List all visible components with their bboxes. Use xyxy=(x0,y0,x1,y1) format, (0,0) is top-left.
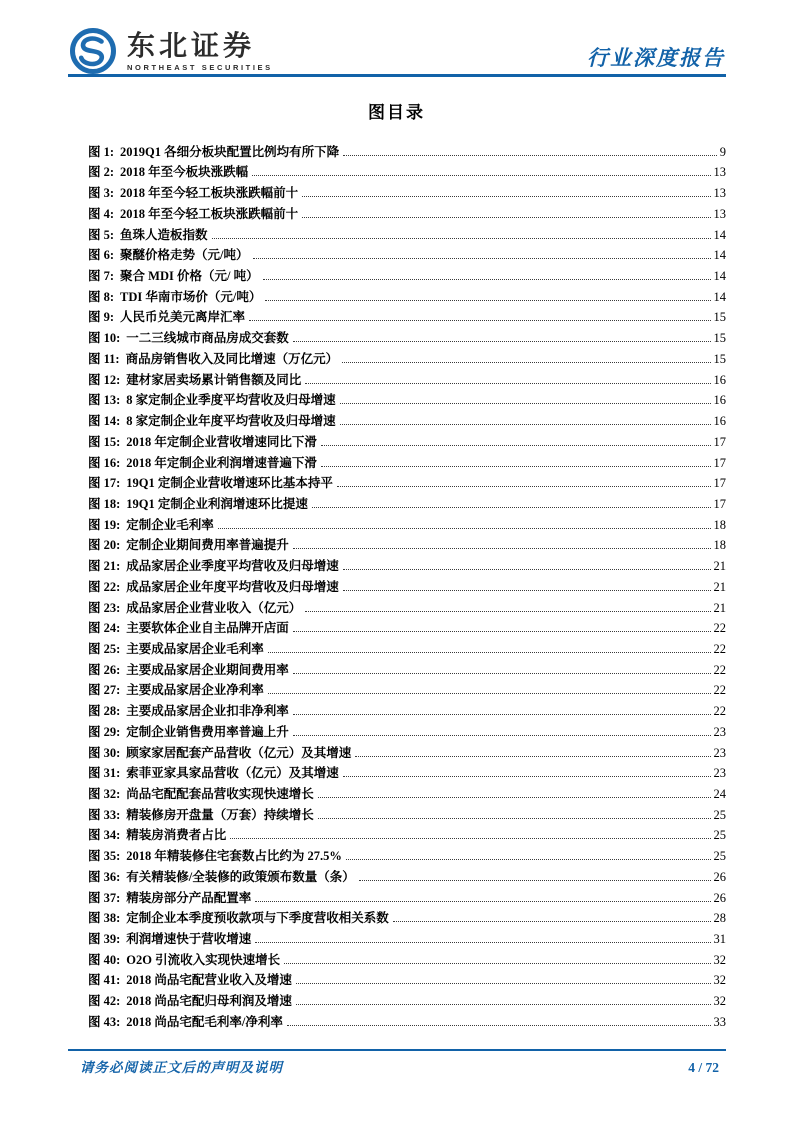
toc-entry[interactable] xyxy=(88,1009,726,1030)
toc-entry-title: 定制企业销售费用率普遍上升 xyxy=(126,724,289,739)
toc-entry-title: 2018 尚品宅配归母利润及增速 xyxy=(126,994,292,1009)
toc-entry-title: 顾家家居配套产品营收（亿元）及其增速 xyxy=(126,745,352,760)
toc-entry-label: 图 20: xyxy=(88,538,121,553)
toc-entry[interactable] xyxy=(88,284,726,305)
toc-dot-leader xyxy=(255,942,710,943)
toc-entry-title: 8 家定制企业年度平均营收及归母增速 xyxy=(126,414,336,429)
toc-entry[interactable] xyxy=(88,968,726,989)
toc-entry-title: 尚品宅配配套品营收实现快速增长 xyxy=(126,787,314,801)
toc-entry-page-number: 16 xyxy=(713,372,726,387)
toc-dot-leader xyxy=(318,818,711,819)
toc-entry-page-number: 21 xyxy=(713,579,726,594)
footer-disclaimer: 请务必阅读正文后的声明及说明 xyxy=(80,1060,283,1075)
toc-entry-title: 聚醚价格走势（元/吨） xyxy=(120,248,249,263)
toc-entry[interactable] xyxy=(88,781,726,802)
toc-entry-title: 2018 年至今轻工板块涨跌幅前十 xyxy=(120,206,299,221)
toc-entry[interactable] xyxy=(88,947,726,968)
toc-dot-leader xyxy=(268,693,711,694)
toc-entry-label: 图 33: xyxy=(88,807,121,822)
toc-entry-label: 图 22: xyxy=(88,579,121,594)
toc-dot-leader xyxy=(321,445,711,446)
toc-entry-title: 精装房消费者占比 xyxy=(126,828,227,843)
toc-dot-leader xyxy=(393,921,711,922)
brand-name-en: NORTHEAST SECURITIES xyxy=(127,62,273,72)
toc-entry-title: 8 家定制企业季度平均营收及归母增速 xyxy=(126,393,336,408)
page-title: 图目录 xyxy=(368,103,425,122)
toc-entry-title: 2019Q1 各细分板块配置比例均有所下降 xyxy=(120,144,340,159)
toc-entry-label: 图 31: xyxy=(88,766,121,781)
toc-entry[interactable] xyxy=(88,491,726,512)
toc-dot-leader xyxy=(293,631,711,632)
toc-entry-title: 成品家居企业年度平均营收及归母增速 xyxy=(126,579,339,594)
toc-entry-page-number: 14 xyxy=(713,227,726,242)
toc-entry-label: 图 32: xyxy=(88,787,121,801)
toc-entry-title: 2018 年精装修住宅套数占比约为 27.5% xyxy=(126,849,342,864)
toc-entry-page-number: 13 xyxy=(713,165,726,180)
toc-entry-page-number: 23 xyxy=(713,724,726,739)
toc-dot-leader xyxy=(253,258,711,259)
toc-entry[interactable] xyxy=(88,180,726,201)
toc-dot-leader xyxy=(359,880,711,881)
toc-entry-label: 图 40: xyxy=(88,952,121,967)
toc-entry[interactable] xyxy=(88,740,726,761)
toc-dot-leader xyxy=(212,238,711,239)
toc-entry-page-number: 16 xyxy=(713,414,726,429)
toc-entry-label: 图 6: xyxy=(88,248,115,263)
toc-entry-page-number: 18 xyxy=(713,538,726,553)
toc-entry-label: 图 17: xyxy=(88,476,121,491)
toc-entry-label: 图 26: xyxy=(88,662,121,677)
toc-entry-label: 图 7: xyxy=(88,269,115,284)
toc-entry-title: O2O 引流收入实现快速增长 xyxy=(126,952,281,967)
toc-entry[interactable] xyxy=(88,325,726,346)
toc-entry[interactable] xyxy=(88,657,726,678)
toc-entry-title: 索菲亚家具家品营收（亿元）及其增速 xyxy=(126,766,339,781)
toc-entry-label: 图 30: xyxy=(88,745,121,760)
toc-entry-title: 定制企业期间费用率普遍提升 xyxy=(126,538,289,553)
toc-entry[interactable] xyxy=(88,988,726,1009)
toc-entry-title: 利润增速快于营收增速 xyxy=(126,932,252,947)
toc-entry-page-number: 15 xyxy=(713,310,726,325)
toc-entry[interactable] xyxy=(88,471,726,492)
toc-entry-page-number: 15 xyxy=(713,331,726,346)
toc-entry-page-number: 13 xyxy=(713,206,726,221)
toc-entry[interactable] xyxy=(88,595,726,616)
footer-page-number: 4 / 72 xyxy=(688,1060,719,1075)
toc-entry-label: 图 11: xyxy=(88,351,120,366)
toc-entry-label: 图 12: xyxy=(88,372,121,387)
toc-entry-page-number: 21 xyxy=(713,559,726,574)
toc-entry[interactable] xyxy=(88,139,726,160)
toc-entry-page-number: 13 xyxy=(713,186,726,201)
toc-entry-page-number: 17 xyxy=(713,496,726,511)
toc-dot-leader xyxy=(343,776,711,777)
toc-entry[interactable] xyxy=(88,346,726,367)
toc-entry[interactable] xyxy=(88,305,726,326)
toc-entry-label: 图 13: xyxy=(88,393,121,408)
toc-entry-page-number: 14 xyxy=(713,248,726,263)
toc-dot-leader xyxy=(296,1004,711,1005)
toc-entry-label: 图 1: xyxy=(88,144,115,159)
toc-entry[interactable] xyxy=(88,429,726,450)
toc-entry-title: 聚合 MDI 价格（元/ 吨） xyxy=(120,269,259,284)
toc-entry-title: 主要成品家居企业净利率 xyxy=(126,683,264,698)
toc-entry-label: 图 42: xyxy=(88,994,121,1009)
toc-entry-title: 鱼珠人造板指数 xyxy=(120,227,208,242)
toc-entry-page-number: 26 xyxy=(713,890,726,905)
toc-dot-leader xyxy=(305,611,710,612)
toc-dot-leader xyxy=(302,196,710,197)
toc-entry-label: 图 39: xyxy=(88,932,121,947)
toc-entry-page-number: 23 xyxy=(713,745,726,760)
toc-entry-page-number: 33 xyxy=(713,1014,726,1029)
toc-entry-title: 人民币兑美元离岸汇率 xyxy=(120,310,246,325)
toc-dot-leader xyxy=(337,486,711,487)
header-divider xyxy=(68,74,726,77)
toc-entry[interactable] xyxy=(88,823,726,844)
toc-dot-leader xyxy=(342,362,710,363)
toc-dot-leader xyxy=(293,673,711,674)
toc-dot-leader xyxy=(318,797,711,798)
toc-entry-label: 图 9: xyxy=(88,310,115,325)
toc-entry[interactable] xyxy=(88,864,726,885)
toc-entry-title: 定制企业本季度预收款项与下季度营收相关系数 xyxy=(126,911,389,926)
toc-entry-label: 图 10: xyxy=(88,331,121,346)
toc-entry[interactable] xyxy=(88,222,726,243)
toc-dot-leader xyxy=(293,548,711,549)
footer-divider xyxy=(68,1049,726,1051)
toc-entry-label: 图 4: xyxy=(88,206,115,221)
toc-entry-label: 图 16: xyxy=(88,455,121,470)
toc-entry-page-number: 25 xyxy=(713,828,726,843)
toc-entry-page-number: 22 xyxy=(713,704,726,719)
toc-entry-label: 图 24: xyxy=(88,621,121,636)
toc-entry-page-number: 32 xyxy=(713,994,726,1009)
toc-entry-label: 图 19: xyxy=(88,517,121,532)
toc-entry-title: TDI 华南市场价（元/吨） xyxy=(120,289,262,304)
toc-entry-title: 主要软体企业自主品牌开店面 xyxy=(126,621,289,636)
toc-entry-page-number: 22 xyxy=(713,662,726,677)
toc-entry-title: 2018 年至今轻工板块涨跌幅前十 xyxy=(120,186,299,201)
toc-dot-leader xyxy=(265,300,710,301)
toc-dot-leader xyxy=(312,507,711,508)
toc-entry[interactable] xyxy=(88,574,726,595)
toc-entry-title: 2018 年定制企业利润增速普遍下滑 xyxy=(126,455,317,470)
toc-entry-label: 图 37: xyxy=(88,890,121,905)
toc-entry-label: 图 3: xyxy=(88,186,115,201)
toc-entry-page-number: 31 xyxy=(713,932,726,947)
toc-entry-label: 图 43: xyxy=(88,1014,121,1029)
toc-dot-leader xyxy=(284,963,710,964)
toc-entry[interactable] xyxy=(88,450,726,471)
toc-entry[interactable] xyxy=(88,263,726,284)
toc-entry-label: 图 2: xyxy=(88,165,115,180)
toc-dot-leader xyxy=(268,652,711,653)
toc-dot-leader xyxy=(340,424,711,425)
northeast-securities-logo-icon xyxy=(68,26,118,76)
toc-entry-page-number: 22 xyxy=(713,621,726,636)
toc-dot-leader xyxy=(343,155,717,156)
toc-entry-page-number: 17 xyxy=(713,434,726,449)
toc-entry[interactable] xyxy=(88,636,726,657)
toc-entry-title: 建材家居卖场累计销售额及同比 xyxy=(126,372,302,387)
toc-entry-page-number: 18 xyxy=(713,517,726,532)
toc-dot-leader xyxy=(340,403,711,404)
toc-entry-title: 一二三线城市商品房成交套数 xyxy=(126,331,289,346)
toc-dot-leader xyxy=(249,320,710,321)
brand-name-cn: 东北证券 xyxy=(127,29,256,61)
toc-entry-title: 精装修房开盘量（万套）持续增长 xyxy=(126,807,314,822)
toc-entry[interactable] xyxy=(88,243,726,264)
toc-dot-leader xyxy=(252,175,710,176)
toc-entry-page-number: 21 xyxy=(713,600,726,615)
toc-entry-title: 2018 尚品宅配毛利率/净利率 xyxy=(126,1014,283,1029)
toc-entry-page-number: 14 xyxy=(713,269,726,284)
toc-entry-label: 图 28: xyxy=(88,704,121,719)
toc-entry-title: 精装房部分产品配置率 xyxy=(126,890,252,905)
figure-toc-list xyxy=(88,139,726,1030)
toc-entry-page-number: 14 xyxy=(713,289,726,304)
toc-entry[interactable] xyxy=(88,408,726,429)
toc-entry-title: 主要成品家居企业扣非净利率 xyxy=(126,704,289,719)
toc-entry-page-number: 22 xyxy=(713,683,726,698)
toc-entry-label: 图 38: xyxy=(88,911,121,926)
toc-entry-label: 图 35: xyxy=(88,849,121,864)
toc-entry[interactable] xyxy=(88,160,726,181)
header-brand xyxy=(68,26,273,76)
toc-entry[interactable] xyxy=(88,885,726,906)
toc-dot-leader xyxy=(355,756,710,757)
toc-entry-label: 图 25: xyxy=(88,641,121,656)
toc-entry-page-number: 24 xyxy=(713,787,726,801)
toc-entry-label: 图 5: xyxy=(88,227,115,242)
toc-entry-title: 19Q1 定制企业利润增速环比提速 xyxy=(126,496,308,511)
toc-entry[interactable] xyxy=(88,843,726,864)
toc-entry[interactable] xyxy=(88,802,726,823)
toc-entry[interactable] xyxy=(88,533,726,554)
toc-entry-label: 图 27: xyxy=(88,683,121,698)
toc-entry-label: 图 23: xyxy=(88,600,121,615)
toc-entry-title: 成品家居企业季度平均营收及归母增速 xyxy=(126,559,339,574)
toc-entry[interactable] xyxy=(88,367,726,388)
toc-entry-label: 图 14: xyxy=(88,414,121,429)
toc-entry[interactable] xyxy=(88,201,726,222)
toc-entry-title: 19Q1 定制企业营收增速环比基本持平 xyxy=(126,476,333,491)
toc-dot-leader xyxy=(293,341,711,342)
toc-entry-label: 图 8: xyxy=(88,289,115,304)
toc-entry-page-number: 17 xyxy=(713,455,726,470)
toc-entry-page-number: 26 xyxy=(713,869,726,884)
toc-entry-page-number: 15 xyxy=(713,351,726,366)
toc-entry[interactable] xyxy=(88,906,726,927)
toc-dot-leader xyxy=(293,735,711,736)
toc-entry-page-number: 28 xyxy=(713,911,726,926)
toc-entry-label: 图 41: xyxy=(88,973,121,988)
toc-dot-leader xyxy=(343,590,711,591)
toc-entry-page-number: 32 xyxy=(713,952,726,967)
toc-entry[interactable] xyxy=(88,678,726,699)
toc-entry[interactable] xyxy=(88,698,726,719)
toc-entry-page-number: 17 xyxy=(713,476,726,491)
toc-entry-page-number: 25 xyxy=(713,807,726,822)
toc-entry[interactable] xyxy=(88,616,726,637)
toc-entry-page-number: 9 xyxy=(719,144,726,159)
toc-dot-leader xyxy=(343,569,711,570)
toc-entry-label: 图 34: xyxy=(88,828,121,843)
toc-entry[interactable] xyxy=(88,761,726,782)
toc-entry-title: 2018 年定制企业营收增速同比下滑 xyxy=(126,434,317,449)
toc-dot-leader xyxy=(305,383,710,384)
toc-entry-page-number: 16 xyxy=(713,393,726,408)
toc-entry-title: 2018 尚品宅配营业收入及增速 xyxy=(126,973,292,988)
toc-entry-page-number: 32 xyxy=(713,973,726,988)
toc-dot-leader xyxy=(218,528,711,529)
toc-entry-page-number: 23 xyxy=(713,766,726,781)
report-type-label: 行业深度报告 xyxy=(587,46,725,70)
toc-entry-label: 图 29: xyxy=(88,724,121,739)
toc-entry-label: 图 21: xyxy=(88,559,121,574)
toc-entry-label: 图 36: xyxy=(88,869,121,884)
brand-text xyxy=(127,31,273,72)
toc-dot-leader xyxy=(302,217,710,218)
toc-entry-page-number: 22 xyxy=(713,641,726,656)
toc-dot-leader xyxy=(346,859,711,860)
toc-dot-leader xyxy=(263,279,711,280)
toc-dot-leader xyxy=(296,983,711,984)
toc-entry-title: 定制企业毛利率 xyxy=(126,517,214,532)
toc-entry-title: 主要成品家居企业毛利率 xyxy=(126,641,264,656)
toc-entry-page-number: 25 xyxy=(713,849,726,864)
toc-entry-title: 2018 年至今板块涨跌幅 xyxy=(120,165,249,180)
toc-entry-title: 主要成品家居企业期间费用率 xyxy=(126,662,289,677)
toc-entry-label: 图 18: xyxy=(88,496,121,511)
toc-entry[interactable] xyxy=(88,388,726,409)
toc-entry-title: 商品房销售收入及同比增速（万亿元） xyxy=(125,351,339,366)
toc-entry-label: 图 15: xyxy=(88,434,121,449)
footer xyxy=(80,1056,719,1076)
toc-entry-title: 有关精装修/全装修的政策颁布数量（条） xyxy=(126,869,355,884)
toc-entry-title: 成品家居企业营业收入（亿元） xyxy=(126,600,302,615)
toc-dot-leader xyxy=(321,466,711,467)
toc-entry[interactable] xyxy=(88,926,726,947)
toc-dot-leader xyxy=(230,838,710,839)
toc-dot-leader xyxy=(255,901,710,902)
toc-entry[interactable] xyxy=(88,719,726,740)
toc-dot-leader xyxy=(293,714,711,715)
toc-entry[interactable] xyxy=(88,553,726,574)
toc-dot-leader xyxy=(287,1025,711,1026)
toc-entry[interactable] xyxy=(88,512,726,533)
